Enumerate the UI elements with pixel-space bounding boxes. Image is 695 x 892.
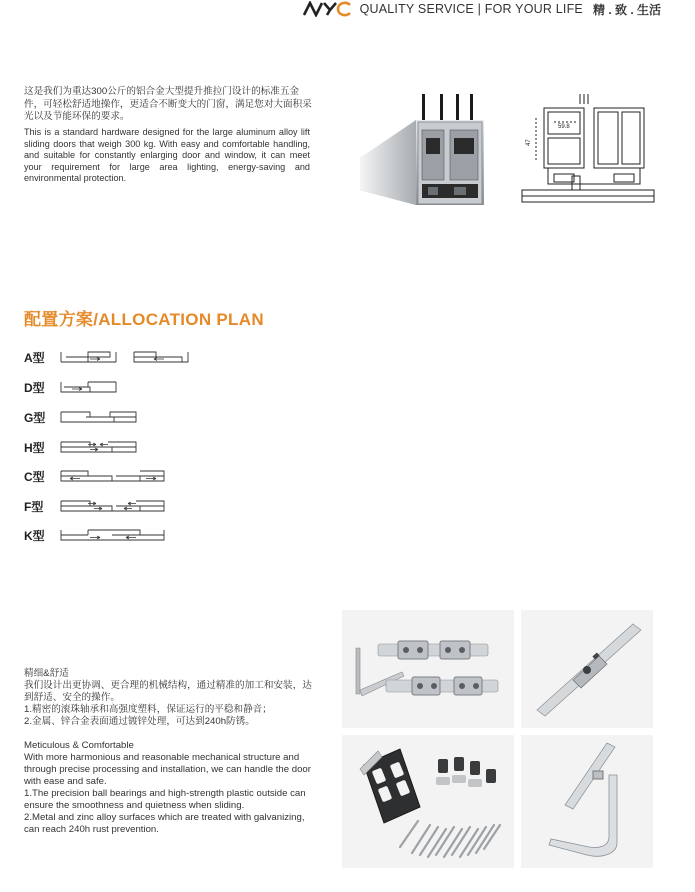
allocation-row-c	[24, 466, 170, 486]
allocation-label: K型	[24, 528, 45, 543]
allocation-label: C型	[24, 469, 45, 484]
allocation-diagram-a	[60, 349, 190, 365]
nyc-logo-icon	[302, 1, 354, 17]
profile-section-drawing	[518, 92, 658, 217]
product-photo-gear-bar	[521, 610, 653, 728]
allocation-row-d	[24, 377, 120, 397]
allocation-plan-title: 配置方案/ALLOCATION PLAN	[24, 310, 264, 329]
header-tagline-cn: 精 . 致 . 生活	[592, 2, 661, 17]
allocation-label: H型	[24, 440, 45, 455]
allocation-row-k	[24, 525, 170, 545]
product-photo-roller-arm	[342, 610, 514, 728]
features-body-en: With more harmonious and reasonable mechanical structure and through precise processing and installation, we can handle the door with ease and safe.	[24, 752, 311, 787]
header-tagline: QUALITY SERVICE | FOR YOUR LIFE	[359, 2, 583, 16]
features-point-1-en: 1.The precision ball bearings and high-strength plastic outside can ensure the smoothness and quietness when sliding.	[24, 788, 306, 811]
aluminum-profile-image	[356, 90, 486, 215]
features-body-cn: 我们设计出更协调、更合理的机械结构，通过精准的加工和安装，达到舒适、安全的操作。	[24, 680, 312, 703]
allocation-diagram-h	[60, 439, 140, 455]
allocation-diagram-f	[60, 498, 170, 514]
allocation-row-h	[24, 437, 140, 457]
features-text-en	[24, 740, 314, 836]
intro-text-en: This is a standard hardware designed for the large aluminum alloy lift sliding doors that weigh 300 kg. With easy and comfortable handling, and suitable for constantly enlarging door and window, it can meet your requirement for large area lighting, energy-saving and environmental protection.	[24, 127, 310, 184]
allocation-diagram-k	[60, 527, 170, 543]
allocation-diagram-c	[60, 468, 170, 484]
features-point-1-cn: 1.精密的滚珠轴承和高强度塑料，保证运行的平稳和静音；	[24, 704, 272, 715]
allocation-label: G型	[24, 410, 46, 425]
allocation-diagram-d	[60, 379, 120, 395]
allocation-diagram-g	[60, 409, 140, 425]
product-photo-handle	[521, 735, 653, 868]
allocation-row-g	[24, 407, 140, 427]
drawing-dimension-1: 59.8	[558, 124, 570, 130]
page-header	[302, 0, 661, 18]
allocation-label: D型	[24, 380, 45, 395]
features-point-2-cn: 2.金属、锌合金表面通过镀锌处理，可达到240h防锈。	[24, 716, 255, 727]
intro-text-cn: 这是我们为重达300公斤的铝合金大型提升推拉门设计的标准五金件，可轻松舒适地操作，更适合不断变大的门窗，满足您对大面积采光以及节能环保的要求。	[24, 86, 312, 122]
drawing-dimension-2: 47	[526, 139, 532, 146]
allocation-label: A型	[24, 350, 45, 365]
allocation-row-f	[24, 496, 170, 516]
features-title-en: Meticulous & Comfortable	[24, 740, 134, 751]
product-photo-accessories	[342, 735, 514, 868]
features-point-2-en: 2.Metal and zinc alloy surfaces which are treated with galvanizing, can reach 240h rust prevention.	[24, 812, 305, 835]
features-text-cn	[24, 668, 314, 728]
allocation-label: F型	[24, 499, 44, 514]
allocation-row-a	[24, 347, 190, 367]
features-title-cn: 精细&舒适	[24, 668, 69, 679]
